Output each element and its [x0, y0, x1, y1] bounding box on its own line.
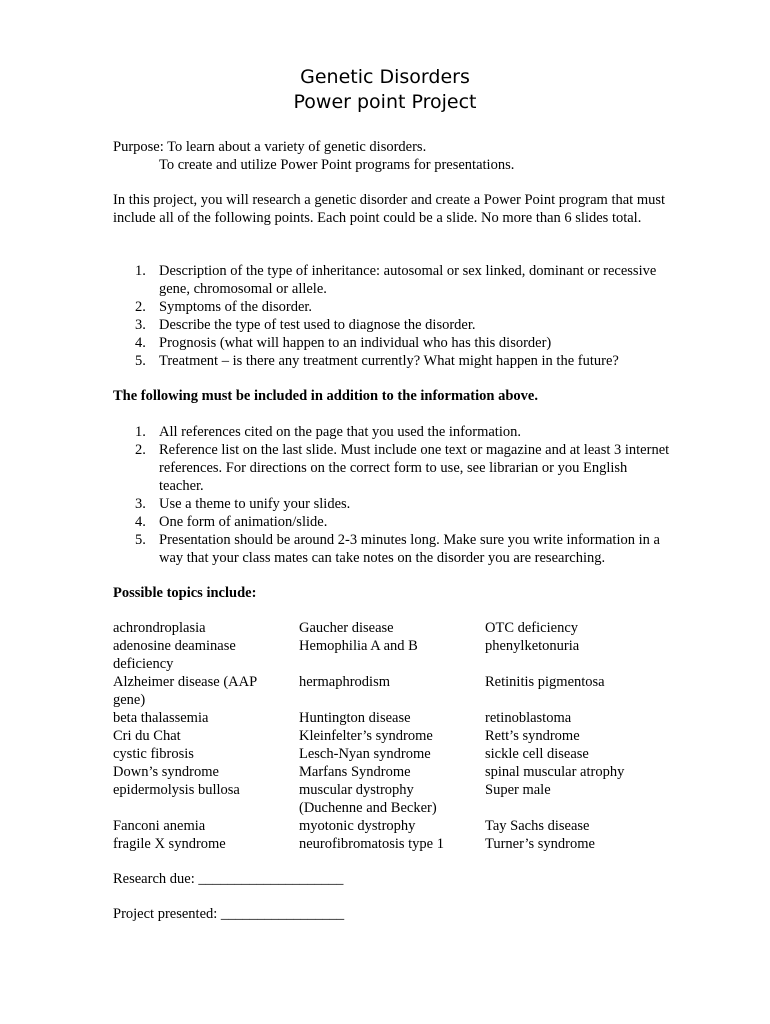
topics-row — [113, 745, 673, 763]
additional-heading: The following must be included in addition to the information above. — [113, 388, 538, 404]
topic-item: spinal muscular atrophy — [485, 764, 625, 780]
topic-item: Marfans Syndrome — [299, 764, 411, 780]
topic-item: Super male — [485, 782, 551, 798]
topics-row — [113, 817, 673, 835]
topic-item: Rett’s syndrome — [485, 728, 580, 744]
topic-item: Retinitis pigmentosa — [485, 674, 605, 690]
topics-table — [113, 619, 673, 853]
purpose-section — [113, 138, 514, 174]
topics-row — [113, 781, 673, 817]
topic-item: neurofibromatosis type 1 — [299, 836, 444, 852]
purpose-line-1: Purpose: To learn about a variety of genetic disorders. — [113, 139, 427, 155]
list-item: 4. One form of animation/slide. — [135, 514, 328, 530]
topic-item: Alzheimer disease (AAP gene) — [113, 674, 257, 708]
topics-heading: Possible topics include: — [113, 585, 257, 601]
list-item: 4. Prognosis (what will happen to an individual who has this disorder) — [135, 335, 552, 351]
topic-item: Turner’s syndrome — [485, 836, 595, 852]
topic-item: Lesch-Nyan syndrome — [299, 746, 431, 762]
topic-item: Hemophilia A and B — [299, 638, 418, 654]
topic-item: Tay Sachs disease — [485, 818, 590, 834]
topic-item: Fanconi anemia — [113, 818, 206, 834]
intro-paragraph: In this project, you will research a genetic disorder and create a Power Point program that must include all of the following points. Each point could be a slide. No more than 6 slides total. — [113, 192, 666, 226]
topic-item: Cri du Chat — [113, 728, 181, 744]
title-line-1: Genetic Disorders — [300, 66, 470, 88]
required-points-list — [113, 262, 673, 370]
topic-item: adenosine deaminase deficiency — [113, 638, 236, 672]
topic-item: Huntington disease — [299, 710, 411, 726]
topic-item: sickle cell disease — [485, 746, 589, 762]
topic-item: achrondroplasia — [113, 620, 206, 636]
topic-item: hermaphrodism — [299, 674, 391, 690]
topic-item: OTC deficiency — [485, 620, 579, 636]
topics-row — [113, 673, 673, 709]
document-title — [0, 65, 770, 115]
additional-requirements-list — [113, 423, 673, 567]
topic-item: cystic fibrosis — [113, 746, 194, 762]
topic-item: Gaucher disease — [299, 620, 394, 636]
list-item: 2. Symptoms of the disorder. — [135, 299, 313, 315]
list-item: 3. Describe the type of test used to diagnose the disorder. — [135, 317, 476, 333]
topics-row — [113, 709, 673, 727]
topic-item: phenylketonuria — [485, 638, 580, 654]
research-due-line: Research due: ____________________ — [113, 871, 344, 887]
topic-item: fragile X syndrome — [113, 836, 226, 852]
topic-item: muscular dystrophy (Duchenne and Becker) — [299, 782, 437, 816]
list-item: 2. Reference list on the last slide. Must include one text or magazine and at least 3 internet references. For directions on the correct form to use, see librarian or you English teacher. — [135, 442, 670, 494]
title-line-2: Power point Project — [293, 91, 477, 113]
topic-item: Kleinfelter’s syndrome — [299, 728, 433, 744]
project-presented-line: Project presented: _________________ — [113, 906, 345, 922]
topics-row — [113, 835, 673, 853]
topics-row — [113, 763, 673, 781]
topic-item: epidermolysis bullosa — [113, 782, 240, 798]
topic-item: myotonic dystrophy — [299, 818, 416, 834]
topic-item: retinoblastoma — [485, 710, 572, 726]
list-item: 3. Use a theme to unify your slides. — [135, 496, 351, 512]
topics-row — [113, 637, 673, 673]
topic-item: beta thalassemia — [113, 710, 209, 726]
list-item: 1. Description of the type of inheritance: autosomal or sex linked, dominant or recessive gene, chromosomal or allele. — [135, 263, 657, 297]
topics-row — [113, 619, 673, 637]
list-item: 5. Presentation should be around 2-3 minutes long. Make sure you write information in a way that your class mates can take notes on the disorder you are researching. — [135, 532, 660, 566]
topics-row — [113, 727, 673, 745]
purpose-line-2: To create and utilize Power Point programs for presentations. — [159, 157, 515, 173]
list-item: 5. Treatment – is there any treatment currently? What might happen in the future? — [135, 353, 619, 369]
topic-item: Down’s syndrome — [113, 764, 219, 780]
list-item: 1. All references cited on the page that you used the information. — [135, 424, 521, 440]
